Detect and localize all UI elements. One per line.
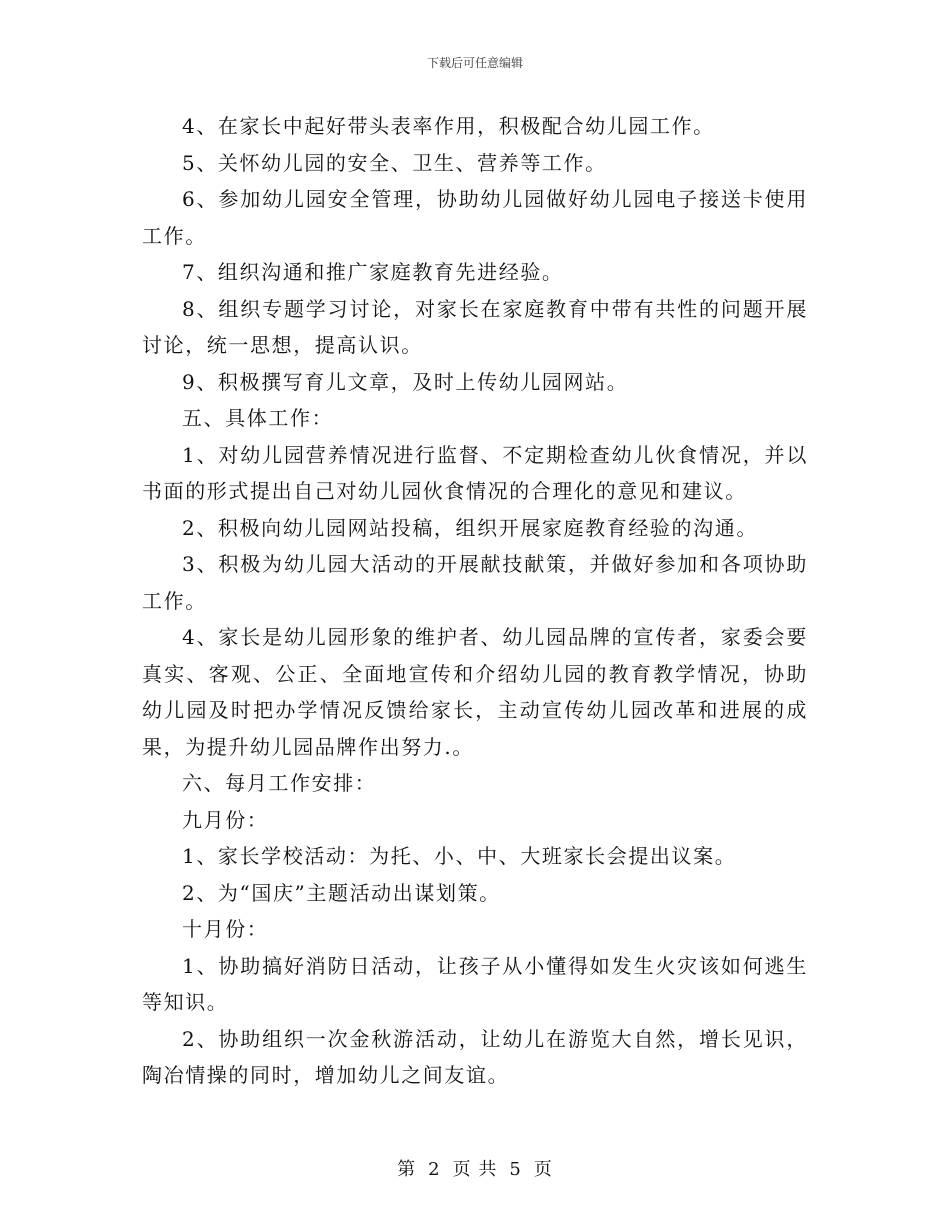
paragraph-3: 6、参加幼儿园安全管理，协助幼儿园做好幼儿园电子接送卡使用工作。	[142, 187, 808, 248]
month-heading-september: 九月份：	[182, 807, 269, 832]
page-prefix: 第	[397, 1159, 417, 1180]
current-page-number: 2	[428, 1159, 441, 1180]
section-heading-six: 六、每月工作安排：	[182, 771, 377, 795]
total-page-number: 5	[509, 1159, 522, 1180]
page-mid: 页 共	[452, 1159, 498, 1180]
document-body	[142, 108, 808, 1094]
paragraph-12: 2、为“国庆”主题活动出谋划策。	[182, 880, 501, 905]
paragraph-2: 5、关怀幼儿园的安全、卫生、营养等工作。	[182, 150, 607, 175]
paragraph-5: 8、组织专题学习讨论，对家长在家庭教育中带有共性的问题开展讨论，统一思想，提高认识。	[142, 296, 808, 357]
paragraph-4: 7、组织沟通和推广家庭教育先进经验。	[182, 260, 564, 284]
header-note: 下载后可任意编辑	[426, 56, 523, 70]
paragraph-14: 2、协助组织一次金秋游活动，让幼儿在游览大自然，增长见识，陶冶情操的同时，增加幼儿之间友谊。	[142, 1026, 808, 1087]
paragraph-10: 4、家长是幼儿园形象的维护者、幼儿园品牌的宣传者，家委会要真实、客观、公正、全面地宣传和介绍幼儿园的教育教学情况，协助幼儿园及时把办学情况反馈给家长，主动宣传幼儿园改革和进展的成果，为提升幼儿园品牌作出努力.。	[142, 625, 808, 759]
paragraph-13: 1、协助搞好消防日活动，让孩子从小懂得如发生火灾该如何逃生等知识。	[142, 953, 808, 1014]
page-suffix: 页	[533, 1159, 553, 1180]
paragraph-7: 1、对幼儿园营养情况进行监督、不定期检查幼儿伙食情况，并以书面的形式提出自己对幼儿园伙食情况的合理化的意见和建议。	[142, 442, 808, 503]
month-heading-october: 十月份：	[182, 917, 269, 941]
paragraph-6: 9、积极撰写育儿文章，及时上传幼儿园网站。	[182, 369, 629, 394]
section-heading-five: 五、具体工作：	[182, 406, 334, 430]
paragraph-9: 3、积极为幼儿园大活动的开展献技献策，并做好参加和各项协助工作。	[142, 552, 808, 613]
page-number-footer	[0, 1155, 950, 1181]
paragraph-1: 4、在家长中起好带头表率作用，积极配合幼儿园工作。	[182, 114, 715, 138]
paragraph-8: 2、积极向幼儿园网站投稿，组织开展家庭教育经验的沟通。	[182, 515, 758, 540]
paragraph-11: 1、家长学校活动：为托、小、中、大班家长会提出议案。	[182, 844, 737, 868]
